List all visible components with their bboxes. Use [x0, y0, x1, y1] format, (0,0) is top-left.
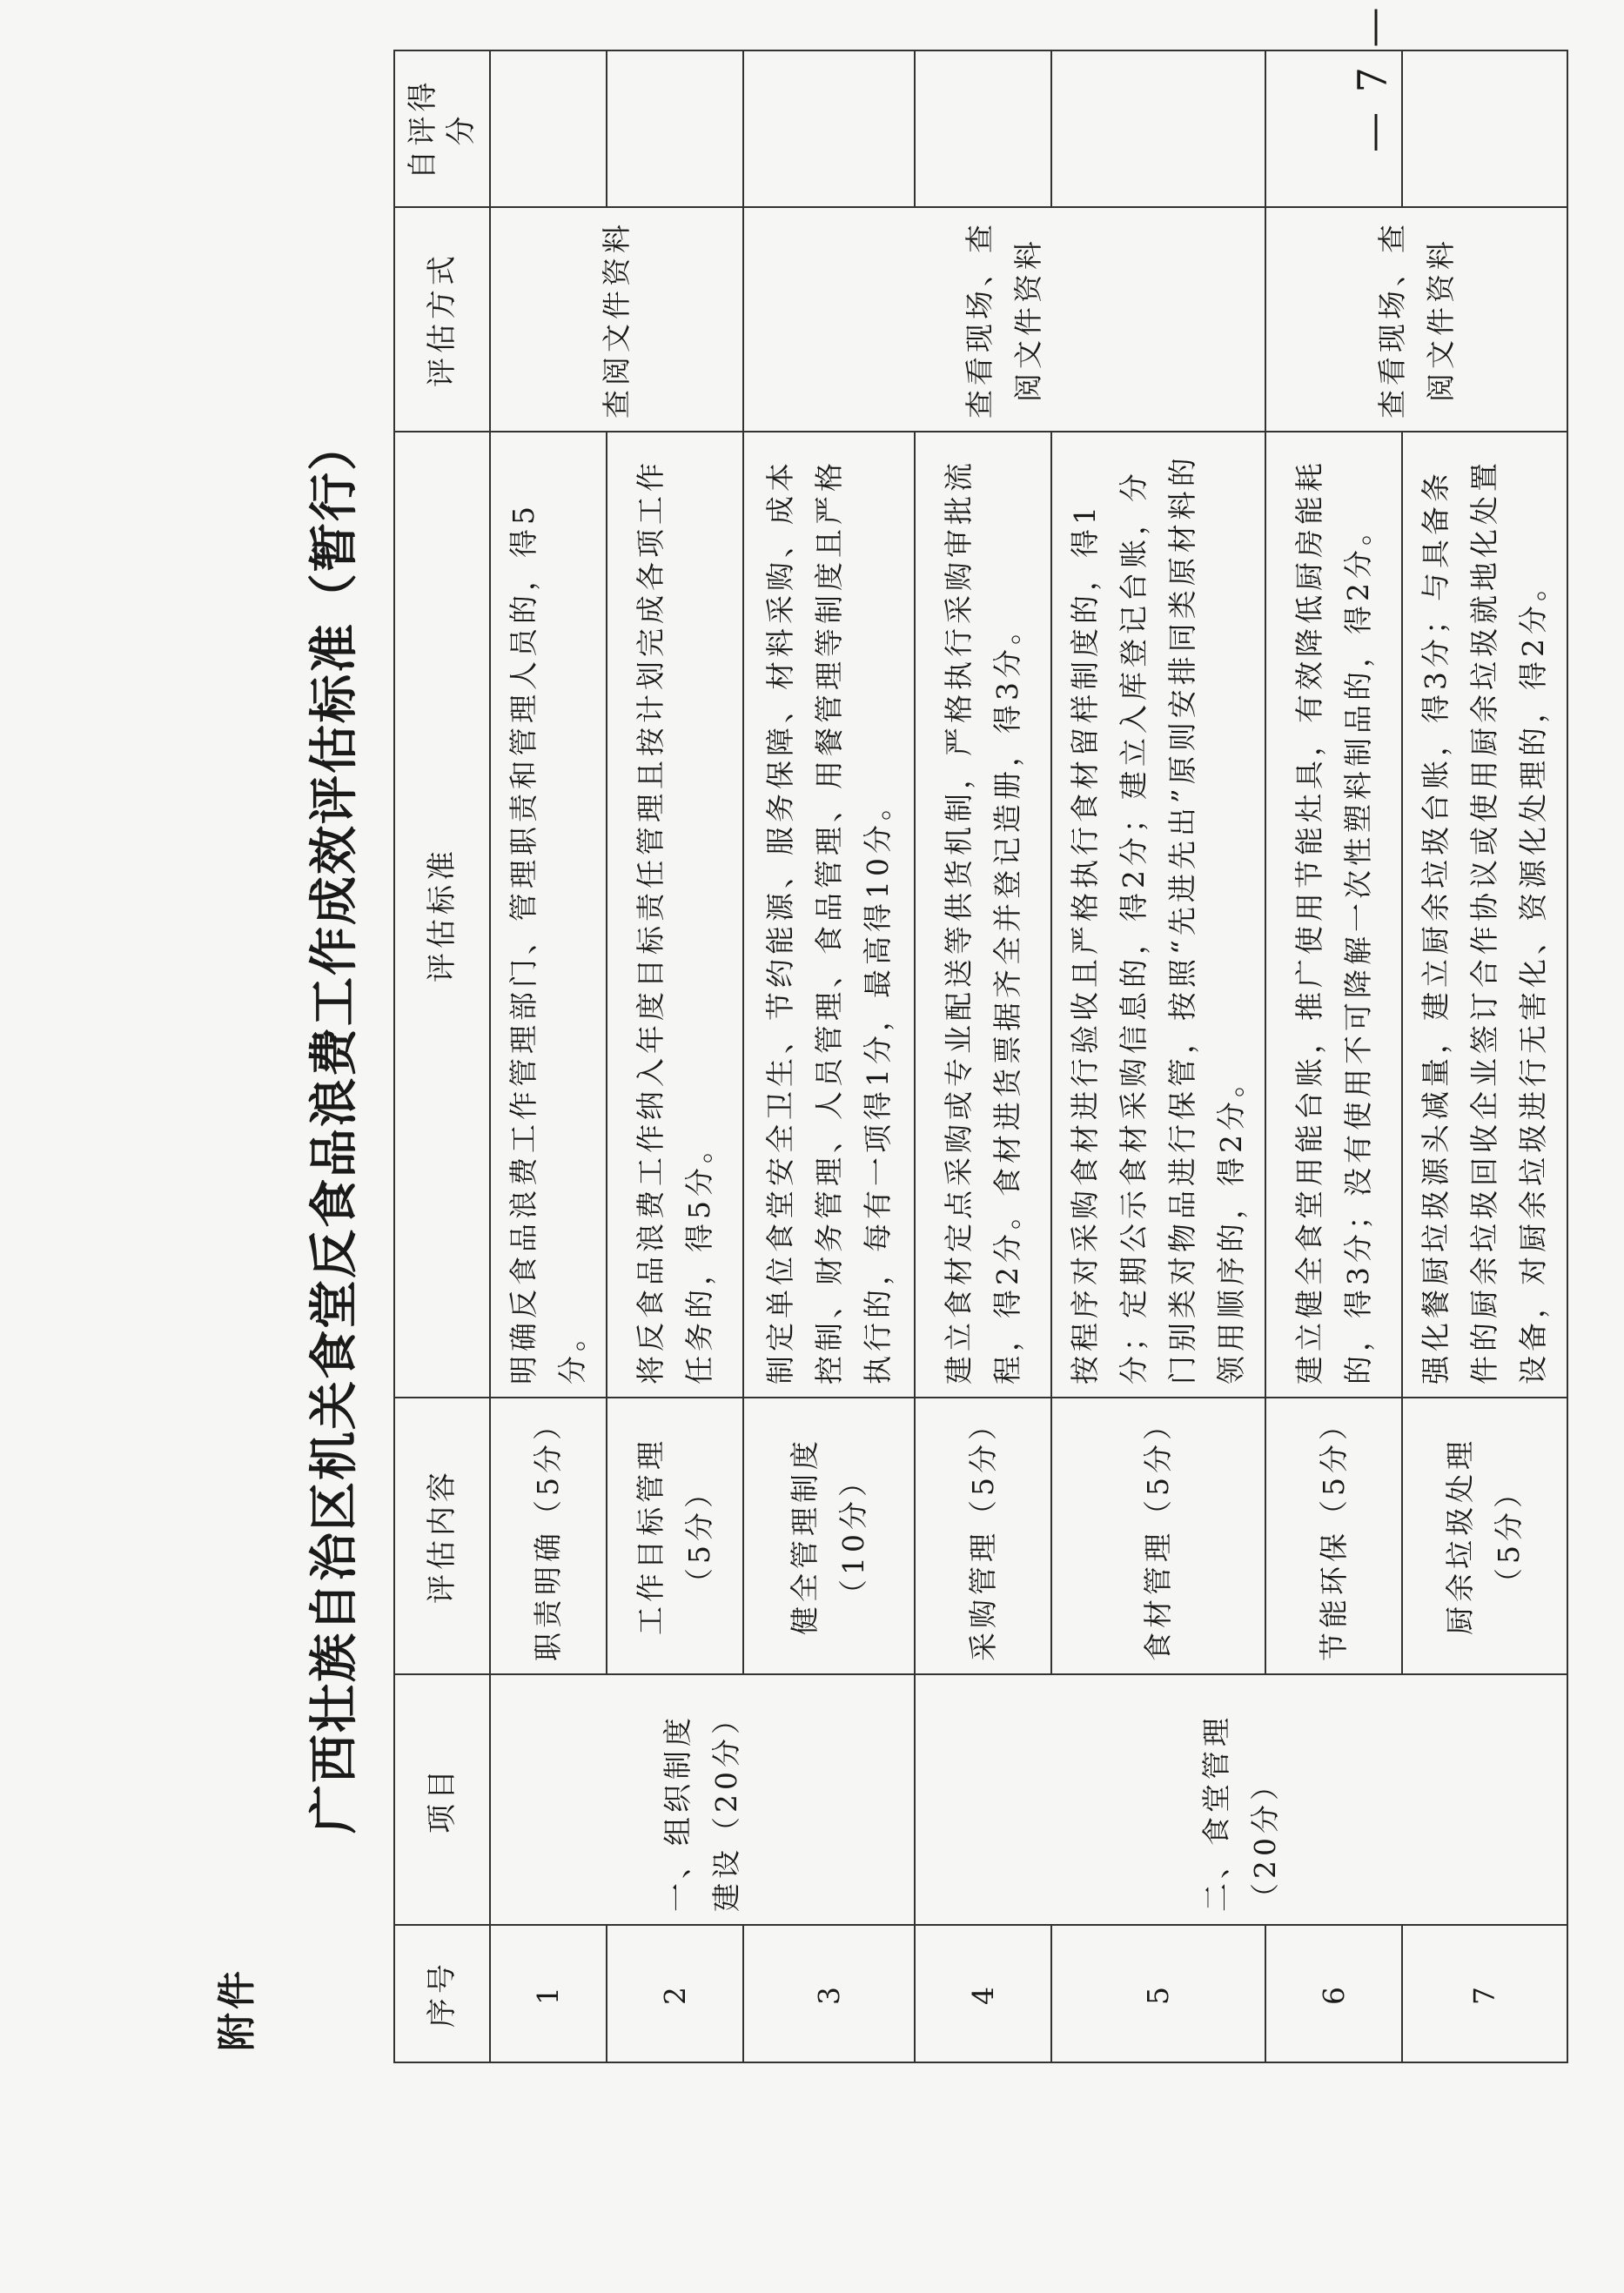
row-no: 7: [1402, 1925, 1567, 2062]
row-content: 厨余垃圾处理（5分）: [1402, 1398, 1567, 1674]
row-method: 查阅文件资料: [490, 207, 743, 432]
document-title: 广西壮族自治区机关食堂反食品浪费工作成效评估标准（暂行）: [306, 420, 363, 1834]
evaluation-table: [393, 50, 1568, 2063]
header-standard: 评估标准: [394, 432, 490, 1398]
row-standard: 将反食品浪费工作纳入年度目标责任管理且按计划完成各项工作任务的，得5分。: [607, 432, 743, 1398]
row-no: 2: [607, 1925, 743, 2062]
self-score-cell[interactable]: [1051, 50, 1265, 207]
header-self-score: 自评得分: [394, 50, 490, 207]
attachment-label: 附件: [215, 1968, 259, 2051]
self-score-cell[interactable]: [743, 50, 915, 207]
row-content: 职责明确（5分）: [490, 1398, 607, 1674]
row-no: 5: [1051, 1925, 1265, 2062]
self-score-cell[interactable]: [607, 50, 743, 207]
header-no: 序号: [394, 1925, 490, 2062]
header-method: 评估方式: [394, 207, 490, 432]
row-standard: 明确反食品浪费工作管理部门、管理职责和管理人员的，得5分。: [490, 432, 607, 1398]
row-standard: 按程序对采购食材进行验收且严格执行食材留样制度的，得1分；定期公示食材采购信息的，得2分；建立入库登记台账，分门别类对物品进行保管，按照“先进先出”原则安排同类原材料的领用顺序的，得2分。: [1051, 432, 1265, 1398]
row-standard: 建立健全食堂用能台账，推广使用节能灶具，有效降低厨房能耗的，得3分；没有使用不可降解一次性塑料制品的，得2分。: [1265, 432, 1402, 1398]
row-content: 工作目标管理（5分）: [607, 1398, 743, 1674]
table-row: [490, 50, 607, 2062]
row-content: 健全管理制度（10分）: [743, 1398, 915, 1674]
row-standard: 制定单位食堂安全卫生、节约能源、服务保障、材料采购、成本控制、财务管理、人员管理、食品管理、用餐管理等制度且严格执行的，每有一项得1分，最高得10分。: [743, 432, 915, 1398]
row-standard: 建立食材定点采购或专业配送等供货机制，严格执行采购审批流程，得2分。食材进货票据齐全并登记造册，得3分。: [915, 432, 1051, 1398]
self-score-cell[interactable]: [1402, 50, 1567, 207]
table-header-row: [394, 50, 490, 2062]
group-label: 一、组织制度建设（20分）: [490, 1674, 915, 1925]
row-no: 4: [915, 1925, 1051, 2062]
row-method: 查看现场、查阅文件资料: [743, 207, 1265, 432]
row-no: 6: [1265, 1925, 1402, 2062]
header-project: 项目: [394, 1674, 490, 1925]
row-method: 查看现场、查阅文件资料: [1265, 207, 1567, 432]
row-content: 节能环保（5分）: [1265, 1398, 1402, 1674]
self-score-cell[interactable]: [490, 50, 607, 207]
group-label: 二、食堂管理（20分）: [915, 1674, 1567, 1925]
row-content: 食材管理（5分）: [1051, 1398, 1265, 1674]
row-no: 1: [490, 1925, 607, 2062]
self-score-cell[interactable]: [915, 50, 1051, 207]
row-standard: 强化餐厨垃圾源头减量，建立厨余垃圾台账，得3分；与具备条件的厨余垃圾回收企业签订合作协议或使用厨余垃圾就地化处置设备，对厨余垃圾进行无害化、资源化处理的，得2分。: [1402, 432, 1567, 1398]
page-number: — 7 —: [1349, 3, 1396, 152]
row-no: 3: [743, 1925, 915, 2062]
row-content: 采购管理（5分）: [915, 1398, 1051, 1674]
header-content: 评估内容: [394, 1398, 490, 1674]
